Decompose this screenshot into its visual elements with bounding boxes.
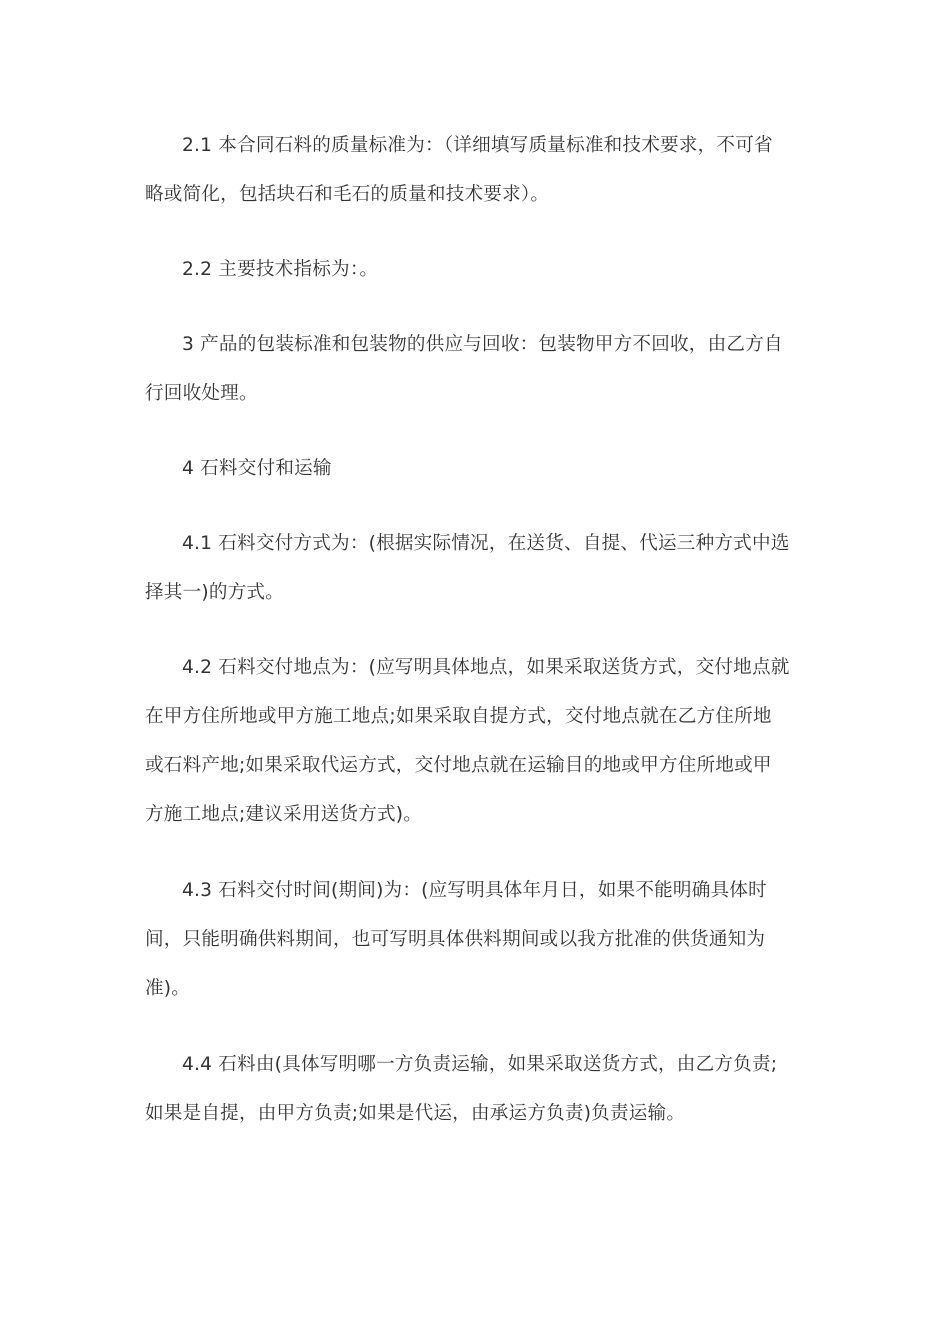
paragraph-4-3: 4.3 石料交付时间(期间)为：(应写明具体年月日，如果不能明确具体时间，只能明确供料期间，也可写明具体供料期间或以我方批准的供货通知为准)。 — [145, 880, 767, 999]
paragraph-3: 3 产品的包装标准和包装物的供应与回收：包装物甲方不回收，由乙方自行回收处理。 — [145, 334, 783, 404]
paragraph-2-1: 2.1 本合同石料的质量标准为：（详细填写质量标准和技术要求，不可省略或简化，包括块石和毛石的质量和技术要求）。 — [145, 135, 773, 205]
section-heading-4: 4 石料交付和运输 — [182, 458, 332, 479]
paragraph-2-2: 2.2 主要技术指标为：。 — [182, 259, 379, 280]
paragraph-4-1: 4.1 石料交付方式为：(根据实际情况，在送货、自提、代运三种方式中选择其一)的方式。 — [145, 533, 790, 603]
paragraph-4-2: 4.2 石料交付地点为：(应写明具体地点，如果采取送货方式，交付地点就在甲方住所地或甲方施工地点;如果采取自提方式，交付地点就在乙方住所地或石料产地;如果采取代运方式，交付地点就在运输目的地或甲方住所地或甲方施工地点;建议采用送货方式)。 — [145, 657, 790, 825]
paragraph-4-4: 4.4 石料由(具体写明哪一方负责运输，如果采取送货方式，由乙方负责;如果是自提，由甲方负责;如果是代运，由承运方负责)负责运输。 — [145, 1054, 778, 1124]
